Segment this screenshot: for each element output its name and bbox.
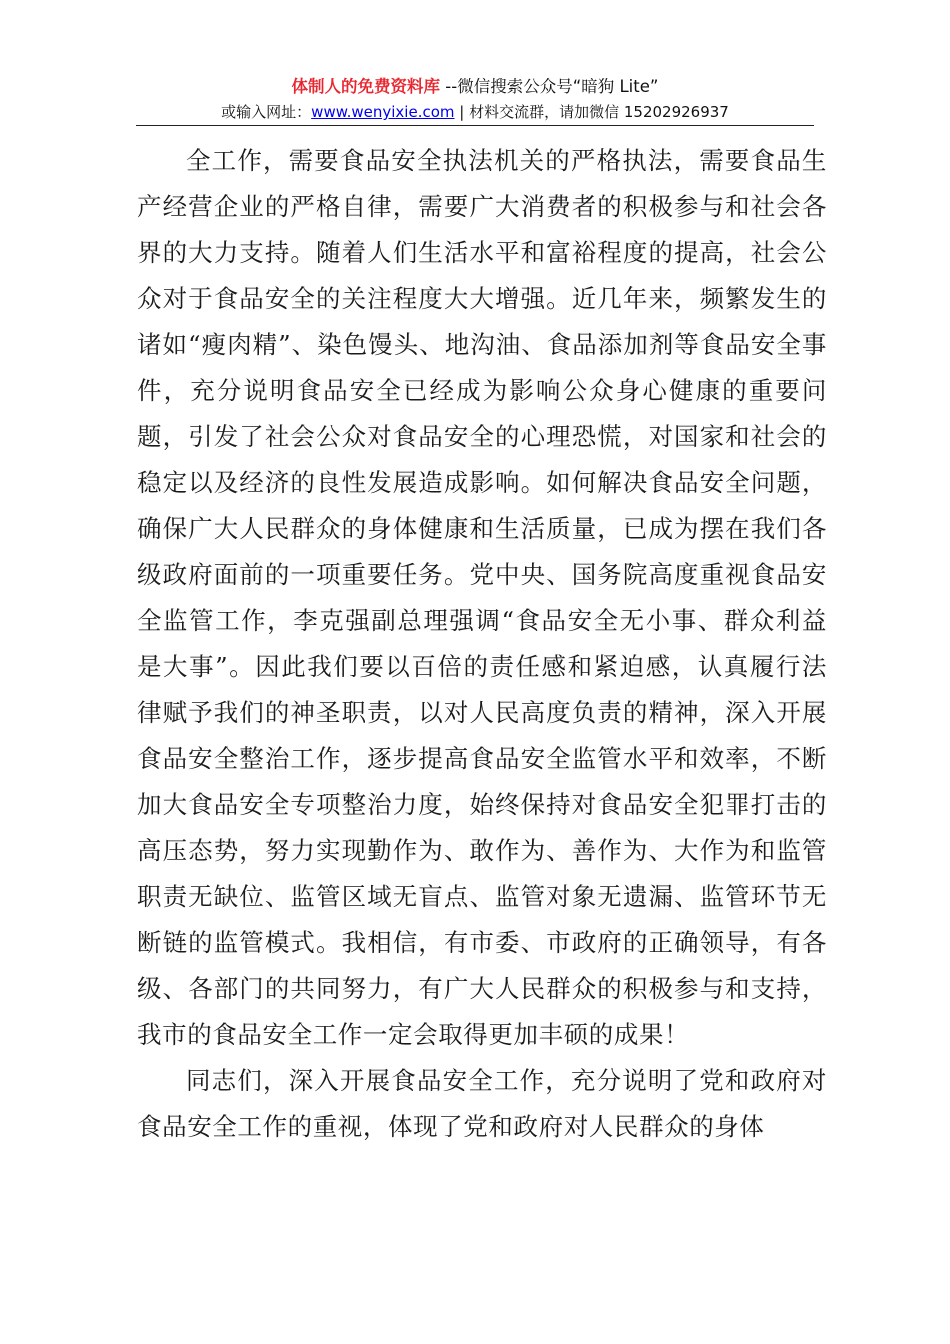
header-title-line [136, 74, 814, 100]
body-paragraph-1: 全工作，需要食品安全执法机关的严格执法，需要食品生产经营企业的严格自律，需要广大消费者的积极参与和社会各界的大力支持。随着人们生活水平和富裕程度的提高，社会公众对于食品安全的关注程度大大增强。近几年来，频繁发生的诸如“瘦肉精”、染色馒头、地沟油、食品添加剂等食品安全事件，充分说明食品安全已经成为影响公众身心健康的重要问题，引发了社会公众对食品安全的心理恐慌，对国家和社会的稳定以及经济的良性发展造成影响。如何解决食品安全问题，确保广大人民群众的身体健康和生活质量，已成为摆在我们各级政府面前的一项重要任务。党中央、国务院高度重视食品安全监管工作，李克强副总理强调“食品安全无小事、群众利益是大事”。因此我们要以百倍的责任感和紧迫感，认真履行法律赋予我们的神圣职责，以对人民高度负责的精神，深入开展食品安全整治工作，逐步提高食品安全监管水平和效率，不断加大食品安全专项整治力度，始终保持对食品安全犯罪打击的高压态势，努力实现勤作为、敢作为、善作为、大作为和监管职责无缺位、监管区域无盲点、监管对象无遗漏、监管环节无断链的监管模式。我相信，有市委、市政府的正确领导，有各级、各部门的共同努力，有广大人民群众的积极参与和支持，我市的食品安全工作一定会取得更加丰硕的成果！ [137, 146, 827, 1049]
header-tagline: --微信搜索公众号“暗狗 Lite” [440, 77, 659, 96]
header-contact-suffix: | 材料交流群，请加微信 15202926937 [454, 103, 729, 121]
body-paragraph-2: 同志们，深入开展食品安全工作，充分说明了党和政府对食品安全工作的重视，体现了党和政府对人民群众的身体 [137, 1066, 827, 1141]
header-url-prefix: 或输入网址： [221, 103, 312, 121]
document-body [137, 138, 827, 1150]
header-divider [136, 125, 814, 126]
header-contact-line [136, 100, 814, 124]
header-website-link[interactable]: www.wenyixie.com [311, 103, 455, 121]
page-header [136, 74, 814, 124]
header-brand: 体制人的免费资料库 [291, 77, 441, 96]
